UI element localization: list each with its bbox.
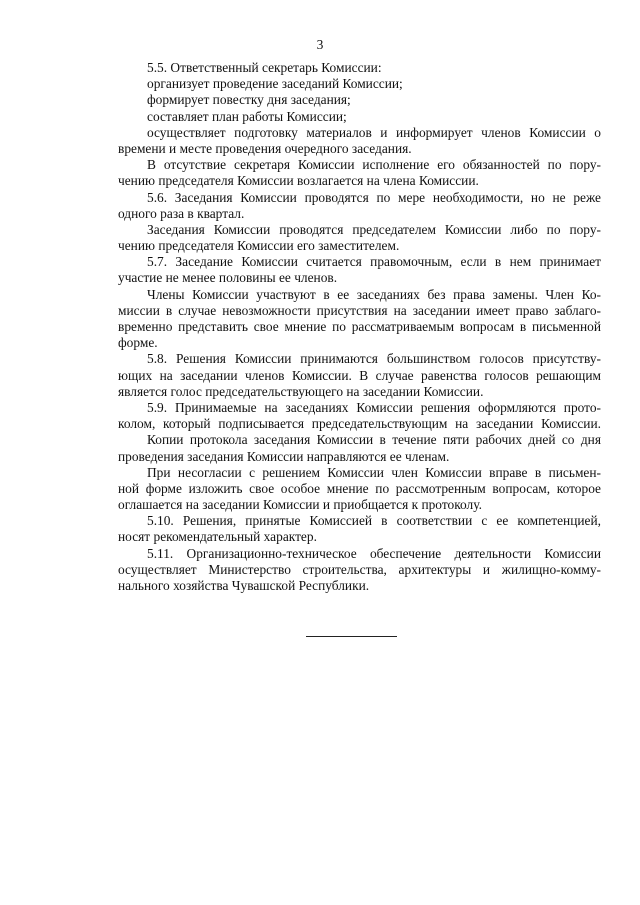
- text-line: организует проведение заседаний Комиссии;: [147, 76, 403, 92]
- text-line: Заседания Комиссии проводятся председателем Комиссии либо по пору-: [147, 221, 601, 237]
- page-number: 3: [316, 37, 324, 52]
- text-line: колом, который подписывается председательствующим на заседании Комиссии.: [118, 416, 601, 432]
- text-line: 5.11. Организационно-техническое обеспечение деятельности Комиссии: [147, 545, 601, 561]
- text-line: осуществляет Министерство строительства, архитектуры и жилищно-комму-: [118, 561, 601, 577]
- text-line: форме.: [118, 335, 158, 351]
- text-line: является голос председательствующего на заседании Комиссии.: [118, 383, 484, 399]
- text-line: ющих на заседании членов Комиссии. В случае равенства голосов решающим: [118, 367, 601, 383]
- text-line: чению председателя Комиссии его заместителем.: [118, 238, 400, 254]
- text-line: одного раза в квартал.: [118, 205, 245, 221]
- text-line: оглашается на заседании Комиссии и приобщается к протоколу.: [118, 497, 482, 513]
- text-line: При несогласии с решением Комиссии член Комиссии вправе в письмен-: [147, 464, 601, 480]
- text-line: 5.9. Принимаемые на заседаниях Комиссии решения оформляются прото-: [147, 399, 601, 415]
- text-line: 5.10. Решения, принятые Комиссией в соответствии с ее компетенцией,: [147, 513, 601, 529]
- text-line: ной форме изложить свое особое мнение по рассмотренным вопросам, которое: [118, 480, 601, 496]
- text-line: проведения заседания Комиссии направляются ее членам.: [118, 448, 450, 464]
- text-line: Копии протокола заседания Комиссии в течение пяти рабочих дней со дня: [147, 432, 601, 448]
- body-text: [118, 60, 601, 594]
- text-line: осуществляет подготовку материалов и информирует членов Комиссии о: [147, 124, 601, 140]
- text-line: составляет план работы Комиссии;: [147, 108, 347, 124]
- text-line: чению председателя Комиссии возлагается на члена Комиссии.: [118, 173, 479, 189]
- text-line: носят рекомендательный характер.: [118, 529, 317, 545]
- text-line: формирует повестку дня заседания;: [147, 92, 351, 108]
- text-line: Члены Комиссии участвуют в ее заседаниях без права замены. Член Ко-: [147, 286, 601, 302]
- end-separator-line: [306, 636, 397, 637]
- text-line: 5.6. Заседания Комиссии проводятся по мере необходимости, но не реже: [147, 189, 601, 205]
- text-line: участие не менее половины ее членов.: [118, 270, 338, 286]
- text-line: миссии в случае невозможности присутствия на заседании имеет право заблаго-: [118, 302, 601, 318]
- text-line: 5.8. Решения Комиссии принимаются большинством голосов присутству-: [147, 351, 601, 367]
- text-line: 5.5. Ответственный секретарь Комиссии:: [147, 60, 382, 75]
- text-line: нального хозяйства Чувашской Республики.: [118, 578, 370, 593]
- text-line: В отсутствие секретаря Комиссии исполнение его обязанностей по пору-: [147, 157, 601, 173]
- text-line: времени и месте проведения очередного заседания.: [118, 140, 412, 156]
- text-line: 5.7. Заседание Комиссии считается правомочным, если в нем принимает: [147, 254, 601, 270]
- text-line: временно представить свое мнение по рассматриваемым вопросам в письменной: [118, 319, 601, 334]
